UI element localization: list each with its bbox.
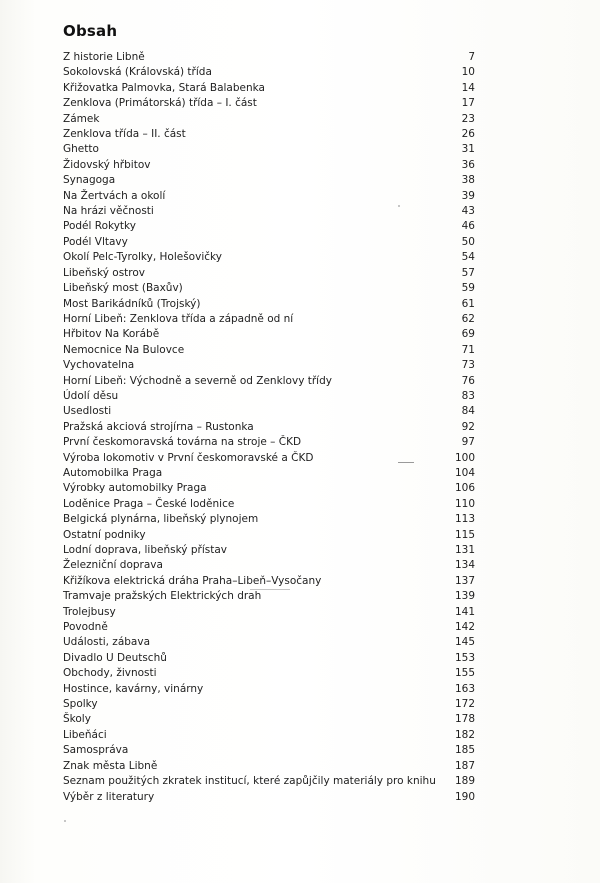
- toc-entry: [63, 343, 475, 358]
- toc-entry-title: Obchody, živnosti: [63, 667, 157, 680]
- toc-entry: [63, 189, 475, 204]
- toc-entry-page: 145: [454, 636, 475, 649]
- toc-entry-title: Výběr z literatury: [63, 790, 155, 803]
- toc-entry-page: 92: [461, 420, 475, 433]
- toc-entry-title: Hřbitov Na Korábě: [63, 328, 160, 341]
- toc-entry-title: Libeňáci: [63, 728, 107, 741]
- toc-entry-title: Samospráva: [63, 744, 129, 757]
- toc-entry: [63, 743, 475, 758]
- toc-entry-title: Vychovatelna: [63, 359, 135, 372]
- toc-entry-page: 43: [461, 205, 475, 218]
- toc-entry-page: 50: [461, 235, 475, 248]
- toc-entry: [63, 266, 475, 281]
- toc-entry: [63, 651, 475, 666]
- toc-entry-title: Horní Libeň: Východně a severně od Zenklovy třídy: [63, 374, 332, 387]
- toc-entry: [63, 142, 475, 157]
- toc-entry-page: 110: [454, 497, 475, 510]
- toc-entry-page: 141: [454, 605, 475, 618]
- toc-entry-title: Usedlosti: [63, 405, 112, 418]
- toc-entry: [63, 712, 475, 727]
- toc-entry: [63, 96, 475, 111]
- toc-entry-title: Libeňský ostrov: [63, 266, 146, 279]
- toc-entry-page: 71: [461, 343, 475, 356]
- toc-entry-page: 62: [461, 312, 475, 325]
- table-of-contents: [63, 50, 475, 805]
- toc-entry-page: 172: [454, 698, 475, 711]
- toc-entry-title: Školy: [63, 713, 91, 726]
- toc-entry: [63, 497, 475, 512]
- toc-entry: [63, 173, 475, 188]
- toc-entry-page: 76: [461, 374, 475, 387]
- toc-entry-page: 84: [461, 405, 475, 418]
- toc-entry-page: 163: [454, 682, 475, 695]
- toc-entry: [63, 512, 475, 527]
- toc-entry-title: Okolí Pelc-Tyrolky, Holešovičky: [63, 251, 222, 264]
- toc-entry-page: 97: [461, 436, 475, 449]
- toc-entry-title: Výrobky automobilky Praga: [63, 482, 207, 495]
- toc-entry-title: Podél Vltavy: [63, 235, 128, 248]
- toc-entry-title: Belgická plynárna, libeňský plynojem: [63, 513, 259, 526]
- toc-entry-page: 23: [461, 112, 475, 125]
- toc-entry-page: 36: [461, 158, 475, 171]
- toc-entry-title: Horní Libeň: Zenklova třída a západně od ní: [63, 312, 294, 325]
- toc-entry: [63, 790, 475, 805]
- toc-entry-page: 106: [454, 482, 475, 495]
- toc-entry-page: 104: [454, 466, 475, 479]
- toc-entry: [63, 358, 475, 373]
- toc-entry: [63, 759, 475, 774]
- toc-entry-title: Tramvaje pražských Elektrických drah: [63, 590, 262, 603]
- toc-entry-title: Zenklova (Primátorská) třída – I. část: [63, 97, 257, 110]
- toc-entry-page: 187: [454, 759, 475, 772]
- toc-entry-title: Automobilka Praga: [63, 466, 163, 479]
- toc-entry-title: Lodní doprava, libeňský přístav: [63, 544, 227, 556]
- toc-entry: [63, 682, 475, 697]
- toc-entry-title: Spolky: [63, 698, 98, 711]
- scan-speck: [398, 205, 400, 207]
- toc-entry-title: Na Žertvách a okolí: [63, 189, 166, 202]
- toc-entry-title: Ostatní podniky: [63, 528, 146, 541]
- toc-entry-page: 7: [468, 51, 475, 63]
- toc-entry-page: 113: [454, 513, 475, 526]
- toc-entry-page: 17: [461, 97, 475, 110]
- toc-entry-title: Židovský hřbitov: [63, 158, 151, 171]
- toc-entry: [63, 281, 475, 296]
- toc-entry-page: 185: [454, 744, 475, 757]
- toc-entry-title: Loděnice Praga – České loděnice: [63, 497, 235, 510]
- page-title: Obsah: [63, 22, 118, 40]
- toc-entry: [63, 774, 475, 789]
- toc-entry-title: Znak města Libně: [63, 759, 158, 772]
- toc-entry-title: Sokolovská (Královská) třída: [63, 66, 212, 79]
- toc-entry-page: 134: [454, 559, 475, 572]
- toc-entry-title: Z historie Libně: [63, 51, 145, 63]
- toc-entry-title: Zenklova třída – II. část: [63, 128, 186, 141]
- toc-entry-title: Křižovatka Palmovka, Stará Balabenka: [63, 81, 265, 94]
- toc-entry-page: 139: [454, 590, 475, 603]
- scan-mark: [250, 589, 290, 590]
- toc-entry-page: 59: [461, 282, 475, 295]
- toc-entry: [63, 389, 475, 404]
- toc-entry: [63, 728, 475, 743]
- toc-entry-page: 14: [461, 81, 475, 94]
- toc-entry-title: Libeňský most (Baxův): [63, 282, 183, 295]
- toc-entry-page: 10: [461, 66, 475, 79]
- toc-entry-title: První českomoravská továrna na stroje – ČKD: [63, 436, 302, 449]
- toc-entry-title: Hostince, kavárny, vinárny: [63, 682, 204, 695]
- toc-entry-title: Události, zábava: [63, 636, 150, 649]
- toc-entry-title: Na hrázi věčnosti: [63, 205, 154, 218]
- toc-entry: [63, 420, 475, 435]
- toc-entry: [63, 127, 475, 142]
- toc-entry-page: 190: [454, 790, 475, 803]
- toc-entry-title: Seznam použitých zkratek institucí, které zapůjčily materiály pro knihu: [63, 775, 436, 788]
- toc-entry: [63, 605, 475, 620]
- toc-entry-page: 39: [461, 189, 475, 202]
- toc-entry-title: Divadlo U Deutschů: [63, 651, 167, 664]
- toc-entry: [63, 589, 475, 604]
- toc-entry: [63, 620, 475, 635]
- toc-entry-title: Povodně: [63, 621, 108, 634]
- toc-entry: [63, 451, 475, 466]
- toc-entry-title: Synagoga: [63, 174, 116, 187]
- toc-entry-page: 131: [454, 544, 475, 556]
- toc-entry: [63, 543, 475, 558]
- toc-entry-title: Trolejbusy: [63, 605, 116, 618]
- toc-entry: [63, 528, 475, 543]
- toc-entry-page: 182: [454, 728, 475, 741]
- toc-entry-page: 31: [461, 143, 475, 156]
- toc-entry-title: Zámek: [63, 112, 100, 125]
- toc-entry: [63, 312, 475, 327]
- toc-entry-page: 57: [461, 266, 475, 279]
- toc-entry: [63, 574, 475, 589]
- toc-entry-title: Podél Rokytky: [63, 220, 136, 233]
- toc-entry-title: Pražská akciová strojírna – Rustonka: [63, 420, 254, 433]
- toc-entry-page: 178: [454, 713, 475, 726]
- scan-mark: [398, 462, 414, 463]
- toc-entry: [63, 250, 475, 265]
- toc-entry-title: Výroba lokomotiv v První českomoravské a ČKD: [63, 451, 314, 464]
- toc-entry: [63, 65, 475, 80]
- toc-entry-page: 73: [461, 359, 475, 372]
- toc-entry-page: 155: [454, 667, 475, 680]
- toc-entry-page: 26: [461, 128, 475, 141]
- toc-entry: [63, 374, 475, 389]
- toc-entry-page: 137: [454, 574, 475, 587]
- toc-entry: [63, 481, 475, 496]
- toc-entry: [63, 81, 475, 96]
- toc-entry: [63, 204, 475, 219]
- toc-entry: [63, 666, 475, 681]
- scan-speck: [64, 820, 66, 822]
- toc-entry-title: Údolí děsu: [63, 389, 119, 402]
- toc-entry-title: Most Barikádníků (Trojský): [63, 297, 201, 310]
- toc-entry: [63, 158, 475, 173]
- toc-entry: [63, 235, 475, 250]
- toc-entry-page: 61: [461, 297, 475, 310]
- toc-entry-page: 54: [461, 251, 475, 264]
- toc-entry-page: 46: [461, 220, 475, 233]
- toc-entry-title: Nemocnice Na Bulovce: [63, 343, 185, 356]
- toc-entry: [63, 404, 475, 419]
- toc-entry: [63, 435, 475, 450]
- toc-entry: [63, 327, 475, 342]
- toc-entry: [63, 112, 475, 127]
- toc-entry-page: 142: [454, 621, 475, 634]
- toc-entry-page: 83: [461, 389, 475, 402]
- toc-entry-title: Ghetto: [63, 143, 99, 156]
- toc-entry: [63, 558, 475, 573]
- toc-entry: [63, 297, 475, 312]
- toc-entry-page: 69: [461, 328, 475, 341]
- toc-entry-title: Železniční doprava: [63, 559, 163, 572]
- toc-entry: [63, 697, 475, 712]
- toc-entry-title: Křižíkova elektrická dráha Praha–Libeň–Vysočany: [63, 574, 322, 587]
- toc-entry-page: 153: [454, 651, 475, 664]
- toc-entry: [63, 219, 475, 234]
- toc-entry: [63, 635, 475, 650]
- toc-entry-page: 189: [454, 775, 475, 788]
- toc-entry: [63, 466, 475, 481]
- toc-entry-page: 38: [461, 174, 475, 187]
- toc-entry-page: 115: [454, 528, 475, 541]
- toc-entry-page: 100: [454, 451, 475, 464]
- toc-entry: [63, 50, 475, 65]
